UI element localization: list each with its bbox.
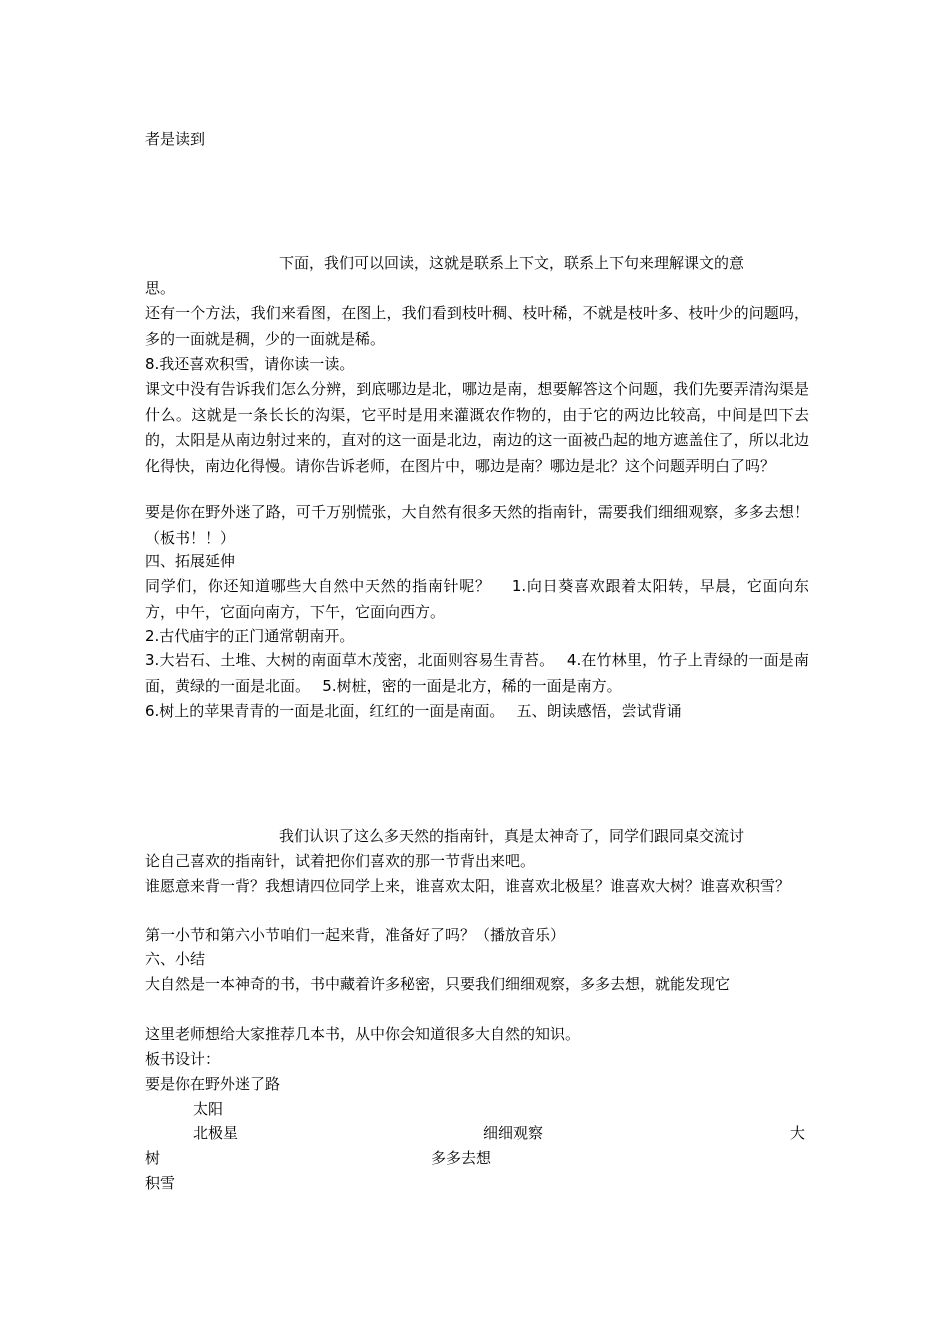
paragraph-recommend: 这里老师想给大家推荐几本书，从中你会知道很多大自然的知识。 xyxy=(145,1025,581,1043)
board-heading: 要是你在野外迷了路 xyxy=(145,1075,281,1093)
fragment-top-text: 者是读到 xyxy=(145,130,206,148)
board-da: 大 xyxy=(790,1124,806,1142)
paragraph-ditch: 课文中没有告诉我们怎么分辨，到底哪边是北，哪边是南，想要解答这个问题，我们先要弄清沟渠是什么。这就是一条长长的沟渠，它平时是用来灌溉农作物的，由于它的两边比较高，中间是凹下去的，太阳是从南边射过来的，直对的这一面是北边，南边的这一面被凸起的地方遮盖住了，所以北边化得快，南边化得慢。请你告诉老师，在图片中，哪边是南？哪边是北？这个问题弄明白了吗？ xyxy=(145,380,809,475)
paragraph-rocks-bamboo: 3.大岩石、土堆、大树的南面草木茂密，北面则容易生青苔。 4.在竹林里，竹子上青绿的一面是南面，黄绿的一面是北面。 5.树桩，密的一面是北方，稀的一面是南方。 xyxy=(145,651,809,695)
paragraph-recite-line1: 我们认识了这么多天然的指南针，真是太神奇了，同学们跟同桌交流讨 xyxy=(279,827,745,845)
board-tree: 树 xyxy=(145,1149,161,1167)
board-observe: 细细观察 xyxy=(483,1124,544,1142)
board-polaris: 北极星 xyxy=(193,1124,239,1142)
board-sun: 太阳 xyxy=(193,1100,224,1118)
heading-summary: 六、小结 xyxy=(145,950,206,968)
paragraph-nature-book: 大自然是一本神奇的书，书中藏着许多秘密，只要我们细细观察，多多去想，就能发现它 xyxy=(145,975,731,993)
board-think: 多多去想 xyxy=(431,1149,492,1167)
paragraph-sunflower: 同学们，你还知道哪些大自然中天然的指南针呢？ 1.向日葵喜欢跟着太阳转，早晨，它面向东方，中午，它面向南方，下午，它面向西方。 xyxy=(145,577,809,621)
paragraph-reread-line2: 思。 xyxy=(145,279,176,297)
paragraph-lost: 要是你在野外迷了路，可千万别慌张，大自然有很多天然的指南针，需要我们细细观察，多多去想！（板书！！） xyxy=(145,503,809,547)
paragraph-apple: 6.树上的苹果青青的一面是北面，红红的一面是南面。 五、朗读感悟，尝试背诵 xyxy=(145,702,682,720)
paragraph-picture-method: 还有一个方法，我们来看图，在图上，我们看到枝叶稠、枝叶稀，不就是枝叶多、枝叶少的问题吗，多的一面就是稠，少的一面就是稀。 xyxy=(145,304,809,348)
paragraph-recite-line2: 论自己喜欢的指南针，试着把你们喜欢的那一节背出来吧。 xyxy=(145,852,536,870)
heading-extension: 四、拓展延伸 xyxy=(145,552,236,570)
paragraph-temple: 2.古代庙宇的正门通常朝南开。 xyxy=(145,627,355,645)
paragraph-volunteers: 谁愿意来背一背？我想请四位同学上来，谁喜欢太阳，谁喜欢北极星？谁喜欢大树？谁喜欢积雪？ xyxy=(145,877,791,895)
board-snow: 积雪 xyxy=(145,1174,176,1192)
paragraph-snow: 8.我还喜欢积雪，请你读一读。 xyxy=(145,355,355,373)
paragraph-reread-line1: 下面，我们可以回读，这就是联系上下文，联系上下句来理解课文的意 xyxy=(279,254,745,272)
board-design-title: 板书设计： xyxy=(145,1050,221,1068)
paragraph-music: 第一小节和第六小节咱们一起来背，准备好了吗？（播放音乐） xyxy=(145,926,566,944)
